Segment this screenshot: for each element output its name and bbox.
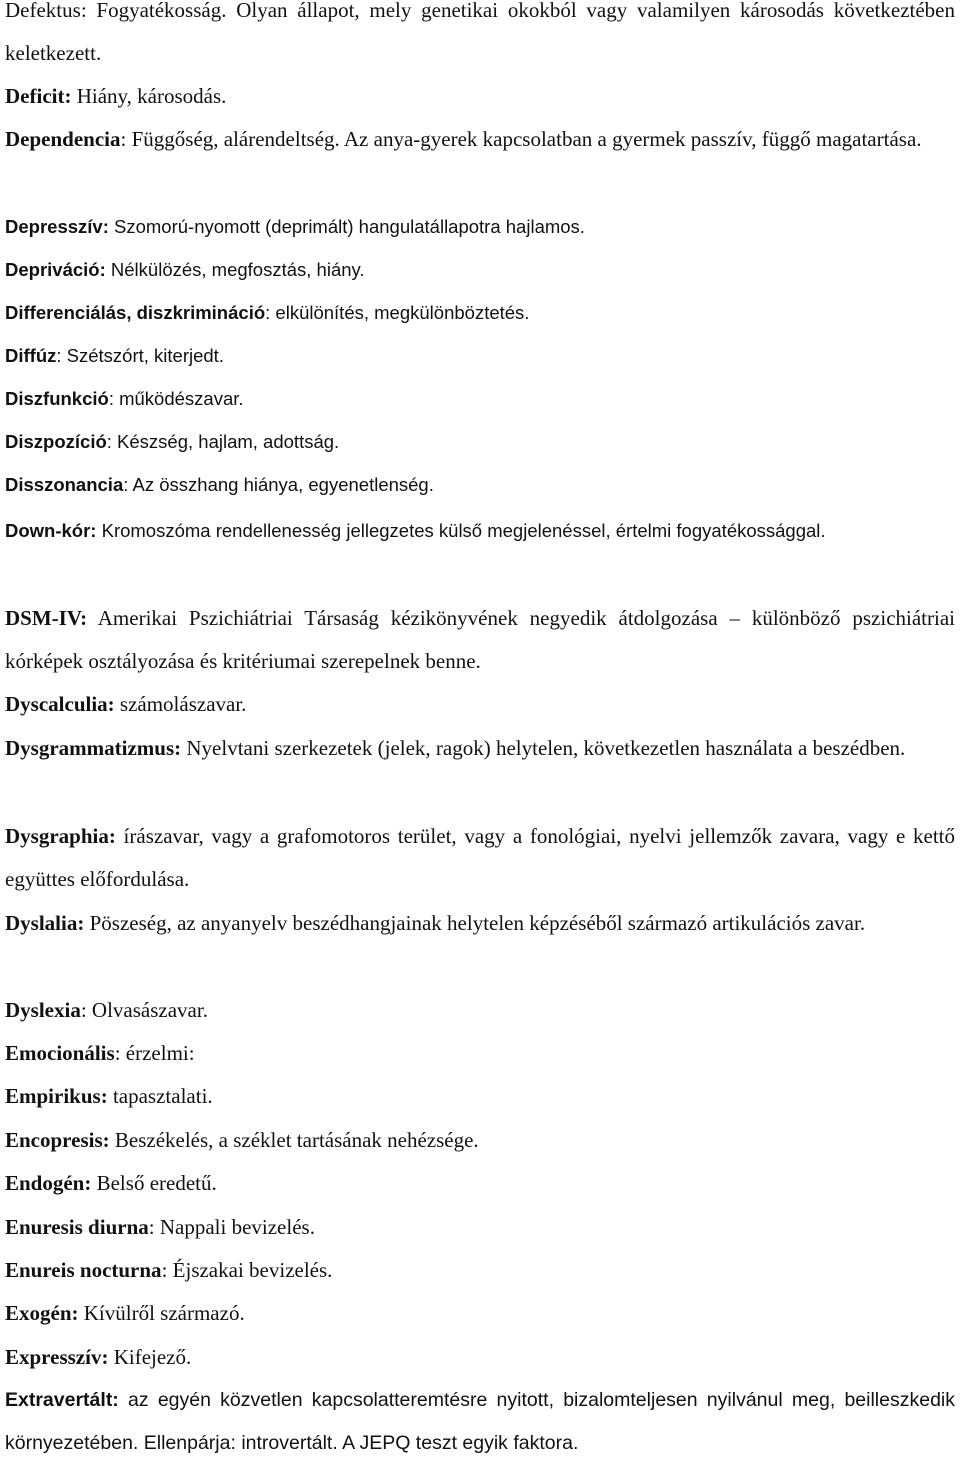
glossary-entry-expressziv	[5, 1336, 955, 1379]
glossary-entry-enuresis-diurna: Enuresis diurna: Nappali bevizelés.	[5, 1215, 315, 1239]
glossary-definition: Belső eredetű.	[96, 1171, 217, 1195]
glossary-entry-diszpozicio: Diszpozíció: Készség, hajlam, adottság.	[5, 431, 340, 452]
glossary-term: Enureis nocturna	[5, 1258, 162, 1282]
glossary-term: Deficit:	[5, 84, 72, 108]
glossary-term: Emocionális	[5, 1041, 115, 1065]
glossary-term: Depresszív:	[5, 216, 109, 237]
glossary-term: Defektus	[5, 0, 81, 22]
glossary-entry-extravertalt	[5, 1379, 955, 1465]
glossary-definition: Pöszeség, az anyanyelv beszédhangjainak helytelen képzéséből származó artikulációs zavar.	[89, 911, 866, 935]
glossary-term: Down-kór:	[5, 520, 97, 541]
glossary-definition: írászavar, vagy a grafomotoros terület, vagy a fonológiai, nyelvi jellemzők zavara, vagy e kettő együttes előfordulása.	[5, 824, 955, 891]
glossary-definition: az egyén közvetlen kapcsolatteremtésre nyitott, bizalomteljesen nyilvánul meg, beilleszkedik környezetében. Ellenpárja: introvertált. A JEPQ teszt egyik faktora.	[5, 1389, 956, 1454]
glossary-definition: Nappali bevizelés.	[159, 1215, 315, 1239]
glossary-term: Endogén:	[5, 1171, 92, 1195]
glossary-entry-dysgraphia	[5, 815, 955, 901]
glossary-entry-emocionalis: Emocionális: érzelmi:	[5, 1041, 195, 1065]
glossary-entry-diszfunkcio: Diszfunkció: működészavar.	[5, 388, 244, 409]
glossary-entry-endogen	[5, 1162, 955, 1205]
glossary-definition: Készség, hajlam, adottság.	[117, 431, 340, 452]
glossary-definition: számolászavar.	[119, 692, 247, 716]
glossary-entry-dyslexia: Dyslexia: Olvasászavar.	[5, 998, 208, 1022]
glossary-entry-disszonancia: Disszonancia: Az összhang hiánya, egyenetlenség.	[5, 474, 434, 495]
glossary-definition: Olvasászavar.	[91, 998, 208, 1022]
glossary-entry-enureis-nocturna: Enureis nocturna: Éjszakai bevizelés.	[5, 1258, 333, 1282]
glossary-entry-deprivacio	[5, 248, 955, 291]
glossary-definition: Hiány, károsodás.	[76, 84, 227, 108]
glossary-definition: Amerikai Pszichiátriai Társaság kézikönyvének negyedik átdolgozása – különböző pszichiátriai kórképek osztályozása és kritériumai szerepelnek benne.	[5, 606, 955, 673]
glossary-definition: Kromoszóma rendellenesség jellegzetes külső megjelenéssel, értelmi fogyatékossággal.	[101, 520, 826, 541]
glossary-definition: Nélkülözés, megfosztás, hiány.	[110, 259, 365, 280]
glossary-term: Enuresis diurna	[5, 1215, 149, 1239]
glossary-term: Expresszív:	[5, 1345, 109, 1369]
glossary-definition: érzelmi:	[125, 1041, 195, 1065]
glossary-entry-diffuz: Diffúz: Szétszórt, kiterjedt.	[5, 345, 224, 366]
glossary-term: Diszfunkció	[5, 388, 109, 409]
glossary-entry-defektus: Defektus: Fogyatékosság. Olyan állapot, mely genetikai okokból vagy valamilyen károsodás következtében keletkezett.	[5, 0, 955, 65]
glossary-term: Exogén:	[5, 1301, 79, 1325]
glossary-term: Dependencia	[5, 127, 121, 151]
glossary-entry-deficit	[5, 75, 955, 118]
glossary-entry-dyslalia	[5, 902, 955, 945]
glossary-term: Dyscalculia:	[5, 692, 115, 716]
glossary-term: Dysgraphia:	[5, 824, 116, 848]
glossary-term: Dysgrammatizmus:	[5, 736, 182, 760]
glossary-definition: működészavar.	[119, 388, 244, 409]
glossary-term: DSM-IV:	[5, 606, 88, 630]
glossary-entry-dyscalculia	[5, 683, 955, 726]
glossary-entry-exogen	[5, 1292, 955, 1335]
glossary-definition: Beszékelés, a széklet tartásának nehézsége.	[114, 1128, 479, 1152]
glossary-entry-down-kor	[5, 509, 955, 552]
glossary-term: Diszpozíció	[5, 431, 107, 452]
glossary-definition: Az összhang hiánya, egyenetlenség.	[132, 474, 434, 495]
glossary-entry-differencialas: Differenciálás, diszkrimináció: elkülönítés, megkülönböztetés.	[5, 302, 530, 323]
glossary-definition: Kívülről származó.	[83, 1301, 245, 1325]
glossary-definition: elkülönítés, megkülönböztetés.	[275, 302, 530, 323]
glossary-entry-encopresis	[5, 1119, 955, 1162]
glossary-definition: Kifejező.	[113, 1345, 192, 1369]
glossary-term: Depriváció:	[5, 259, 106, 280]
glossary-term: Dyslexia	[5, 998, 81, 1022]
glossary-definition: Nyelvtani szerkezetek (jelek, ragok) helytelen, következetlen használata a beszédben.	[186, 736, 906, 760]
glossary-entry-dysgrammatizmus	[5, 727, 955, 770]
glossary-term: Disszonancia	[5, 474, 124, 495]
glossary-term: Diffúz	[5, 345, 57, 366]
glossary-term: Dyslalia:	[5, 911, 85, 935]
glossary-definition: tapasztalati.	[112, 1084, 213, 1108]
glossary-entry-dependencia: Dependencia: Függőség, alárendeltség. Az anya-gyerek kapcsolatban a gyermek passzív, függő magatartása.	[5, 127, 922, 151]
glossary-term: Encopresis:	[5, 1128, 110, 1152]
glossary-term: Extravertált:	[5, 1389, 119, 1411]
glossary-entry-empirikus	[5, 1075, 955, 1118]
glossary-definition: Szomorú-nyomott (deprimált) hangulatállapotra hajlamos.	[114, 216, 585, 237]
glossary-definition: Éjszakai bevizelés.	[172, 1258, 333, 1282]
glossary-entry-depressziv	[5, 205, 955, 248]
glossary-term: Differenciálás, diszkrimináció	[5, 302, 266, 323]
glossary-term: Empirikus:	[5, 1084, 108, 1108]
glossary-definition: Fogyatékosság. Olyan állapot, mely genetikai okokból vagy valamilyen károsodás következtében keletkezett.	[5, 0, 955, 65]
glossary-definition: Szétszórt, kiterjedt.	[66, 345, 224, 366]
glossary-definition: Függőség, alárendeltség. Az anya-gyerek kapcsolatban a gyermek passzív, függő magatartása.	[131, 127, 922, 151]
glossary-entry-dsm-iv	[5, 597, 955, 683]
